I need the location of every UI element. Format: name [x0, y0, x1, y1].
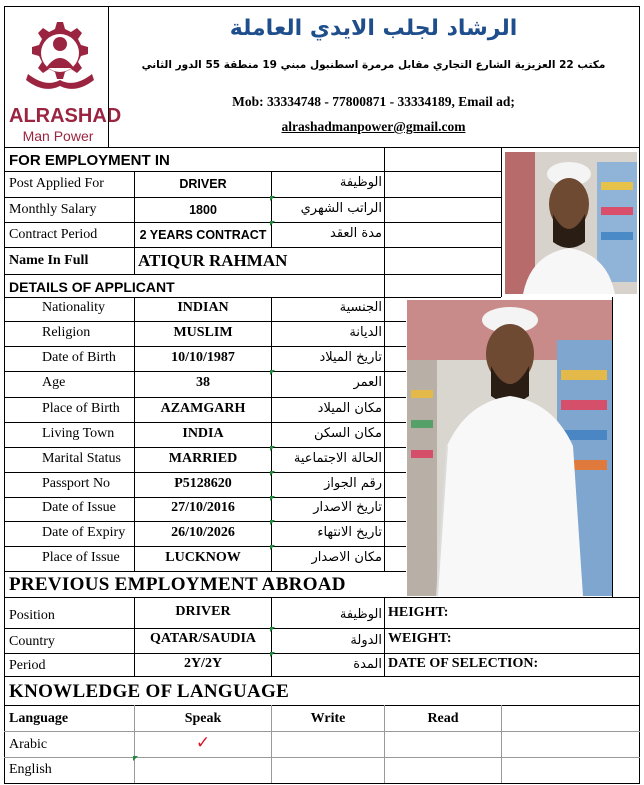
arabic-prev-period: المدة	[353, 657, 382, 672]
applicant-value: MUSLIM	[173, 324, 233, 340]
applicant-arabic: تاريخ الميلاد	[319, 349, 382, 365]
frame-top	[4, 6, 640, 7]
applicant-value: INDIAN	[177, 300, 229, 315]
applicant-value: 10/10/1987	[171, 349, 235, 365]
arabic-monthly-salary: الراتب الشهري	[300, 201, 382, 216]
applicant-arabic: تاريخ الاصدار	[313, 500, 382, 515]
label-name-in-full: Name In Full	[9, 253, 89, 268]
applicant-label: Place of Birth	[42, 400, 120, 416]
applicant-value: 38	[196, 375, 210, 390]
value-contract-period: 2 YEARS CONTRACT	[139, 228, 267, 242]
section-title-language: KNOWLEDGE OF LANGUAGE	[9, 681, 290, 702]
applicant-label: Age	[42, 375, 66, 390]
value-post-applied: DRIVER	[179, 177, 227, 191]
logo-text: ALRASHAD	[9, 105, 122, 127]
logo-mark	[6, 8, 122, 148]
speak-check-arabic: ✓	[195, 733, 211, 753]
logo	[6, 8, 122, 148]
applicant-arabic: رقم الجواز	[324, 475, 382, 491]
language-row-english: English	[9, 762, 52, 777]
applicant-arabic: الحالة الاجتماعية	[293, 450, 382, 466]
logo-subtext: Man Power	[22, 128, 94, 144]
applicant-label: Nationality	[42, 300, 105, 315]
language-row-arabic: Arabic	[9, 737, 48, 752]
applicant-value: 27/10/2016	[171, 500, 235, 515]
label-height: HEIGHT:	[388, 605, 449, 620]
applicant-label: Date of Birth	[42, 349, 116, 365]
applicant-arabic: تاريخ الانتهاء	[317, 524, 382, 540]
section-title-employment: FOR EMPLOYMENT IN	[9, 152, 170, 169]
frame-right	[639, 6, 640, 784]
applicant-value: INDIA	[182, 425, 224, 441]
applicant-value: AZAMGARH	[160, 400, 246, 416]
value-prev-position: DRIVER	[175, 604, 231, 619]
arabic-contract-period: مدة العقد	[330, 226, 382, 241]
applicant-label: Marital Status	[42, 450, 121, 466]
header-divider	[108, 6, 109, 147]
applicant-label: Living Town	[42, 425, 115, 441]
header-arabic-title: الرشاد لجلب الايدي العاملة	[229, 16, 518, 41]
header-bottom-line	[4, 147, 640, 148]
arabic-prev-position: الوظيفة	[339, 607, 382, 622]
applicant-arabic: مكان الميلاد	[317, 400, 382, 416]
applicant-arabic: مكان السكن	[313, 425, 382, 441]
value-monthly-salary: 1800	[189, 203, 217, 217]
header-language: Language	[9, 711, 69, 726]
arabic-prev-country: الدولة	[350, 633, 382, 648]
value-prev-country: QATAR/SAUDIA	[149, 631, 257, 646]
applicant-photo-small	[505, 152, 637, 294]
label-prev-country: Country	[9, 634, 55, 649]
section-title-previous: PREVIOUS EMPLOYMENT ABROAD	[9, 574, 346, 595]
header-write: Write	[310, 711, 346, 726]
applicant-value: LUCKNOW	[165, 549, 241, 565]
label-post-applied: Post Applied For	[9, 176, 104, 191]
header-arabic-address: مكتب 22 العزيزية الشارع التجاري مقابل مرمرة اسطنبول مبني 19 منطقة 55 الدور الثاني	[141, 59, 606, 71]
frame-bottom	[4, 783, 640, 784]
applicant-arabic: مكان الاصدار	[311, 549, 382, 565]
applicant-label: Place of Issue	[42, 549, 120, 565]
section-title-applicant: DETAILS OF APPLICANT	[9, 279, 175, 295]
applicant-value: 26/10/2026	[171, 524, 235, 540]
label-contract-period: Contract Period	[9, 227, 98, 242]
label-prev-position: Position	[9, 608, 55, 623]
value-prev-period: 2Y/2Y	[183, 656, 223, 671]
applicant-label: Passport No	[42, 475, 111, 491]
header-mobile: Mob: 33334748 - 77800871 - 33334189, Email ad;	[232, 94, 515, 109]
applicant-photo-large	[407, 300, 612, 596]
frame-left	[4, 6, 5, 784]
applicant-label: Date of Expiry	[42, 524, 126, 540]
applicant-arabic: الجنسية	[339, 300, 382, 315]
header-speak: Speak	[184, 711, 222, 726]
applicant-value: MARRIED	[168, 450, 238, 466]
label-prev-period: Period	[9, 658, 46, 673]
value-name-in-full: ATIQUR RAHMAN	[138, 251, 288, 270]
label-monthly-salary: Monthly Salary	[9, 202, 97, 217]
header-read: Read	[427, 711, 459, 726]
applicant-value: P5128620	[174, 475, 232, 491]
applicant-arabic: الديانة	[349, 324, 382, 340]
arabic-post-applied: الوظيفة	[339, 175, 382, 190]
applicant-arabic: العمر	[353, 375, 382, 390]
applicant-label: Date of Issue	[42, 500, 116, 515]
applicant-label: Religion	[42, 324, 91, 340]
label-date-of-selection: DATE OF SELECTION:	[388, 656, 539, 671]
header-email: alrashadmanpower@gmail.com	[281, 119, 466, 134]
label-weight: WEIGHT:	[388, 631, 452, 646]
